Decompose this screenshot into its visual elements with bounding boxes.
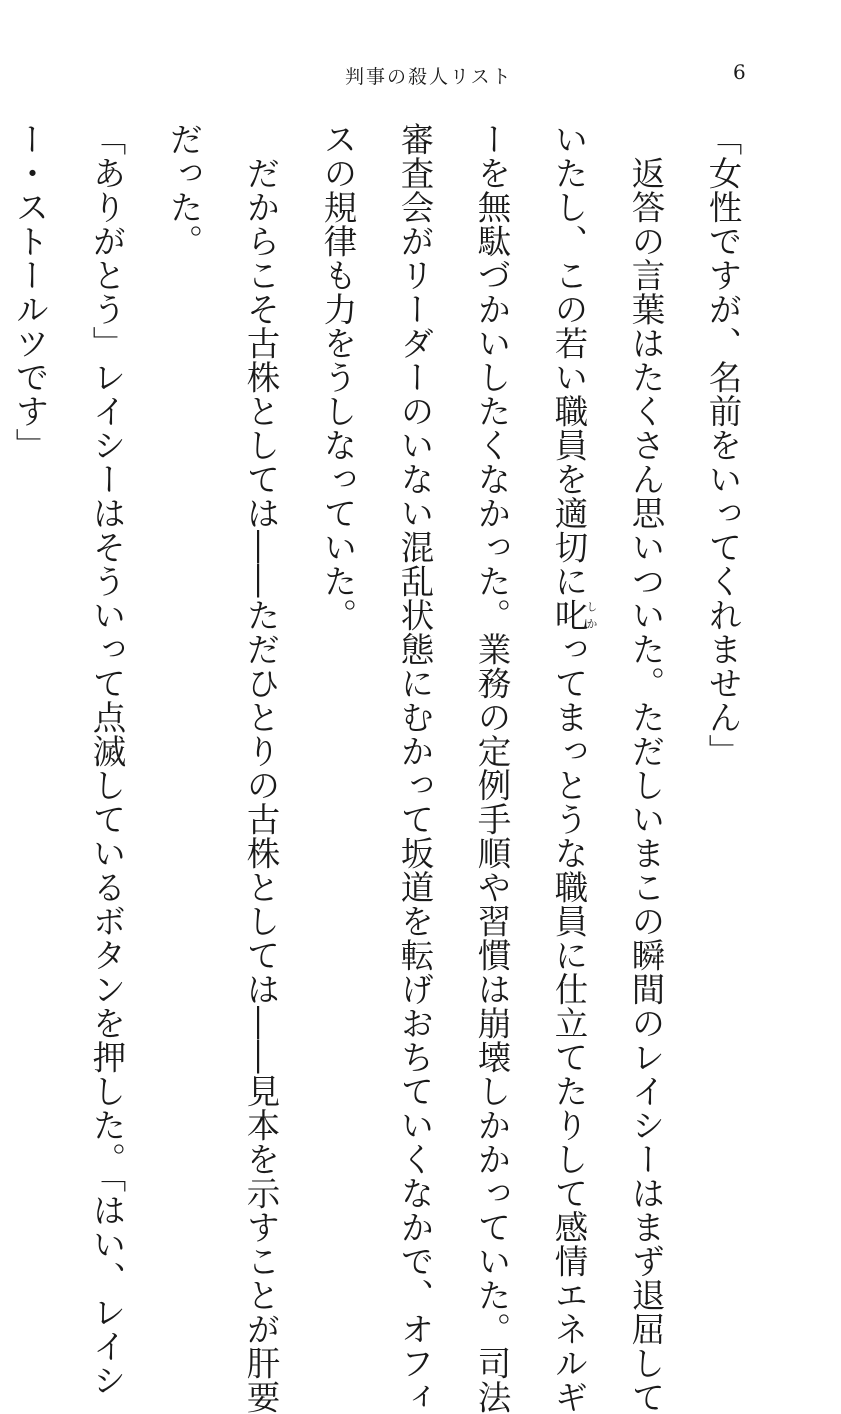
running-head: 判事の殺人リスト: [345, 66, 513, 88]
text-line-9: 「ありがとう」レイシーはそういって点滅しているボタンを押した。「はい、レイシ: [87, 122, 126, 1398]
body-text: [0, 122, 761, 1414]
text-line-1: 「女性ですが、名前をいってくれません」: [703, 122, 742, 768]
text-line-5: 審査会がリーダーのいない混乱状態にむかって坂道を転げおちていくなかで、オフィ: [395, 122, 434, 1414]
text-line-10: ー・ストールツです」: [10, 122, 49, 462]
text-line-2: 返答の言葉はたくさん思いついた。ただしいまこの瞬間のレイシーはまず退屈して: [626, 122, 665, 1414]
text-line-7: だからこそ古株としては――ただひとりの古株としては――見本を示すことが肝要: [241, 122, 280, 1414]
text-line-3-head: いたし、この若い職員を適切に: [549, 122, 588, 598]
ruby-shika-base: 叱: [549, 598, 588, 632]
text-line-3: [530, 122, 607, 1414]
text-line-8: だった。: [164, 122, 203, 258]
page-number: 6: [733, 60, 746, 84]
ruby-shika: [549, 598, 598, 632]
text-line-3-tail: ってまっとうな職員に仕立てたりして感情エネルギ: [549, 632, 588, 1414]
text-line-4: ーを無駄づかいしたくなかった。業務の定例手順や習慣は崩壊しかかっていた。司法: [472, 122, 511, 1414]
text-line-6: スの規律も力をうしなっていた。: [318, 122, 357, 632]
ruby-shika-reading: しか: [585, 598, 598, 632]
